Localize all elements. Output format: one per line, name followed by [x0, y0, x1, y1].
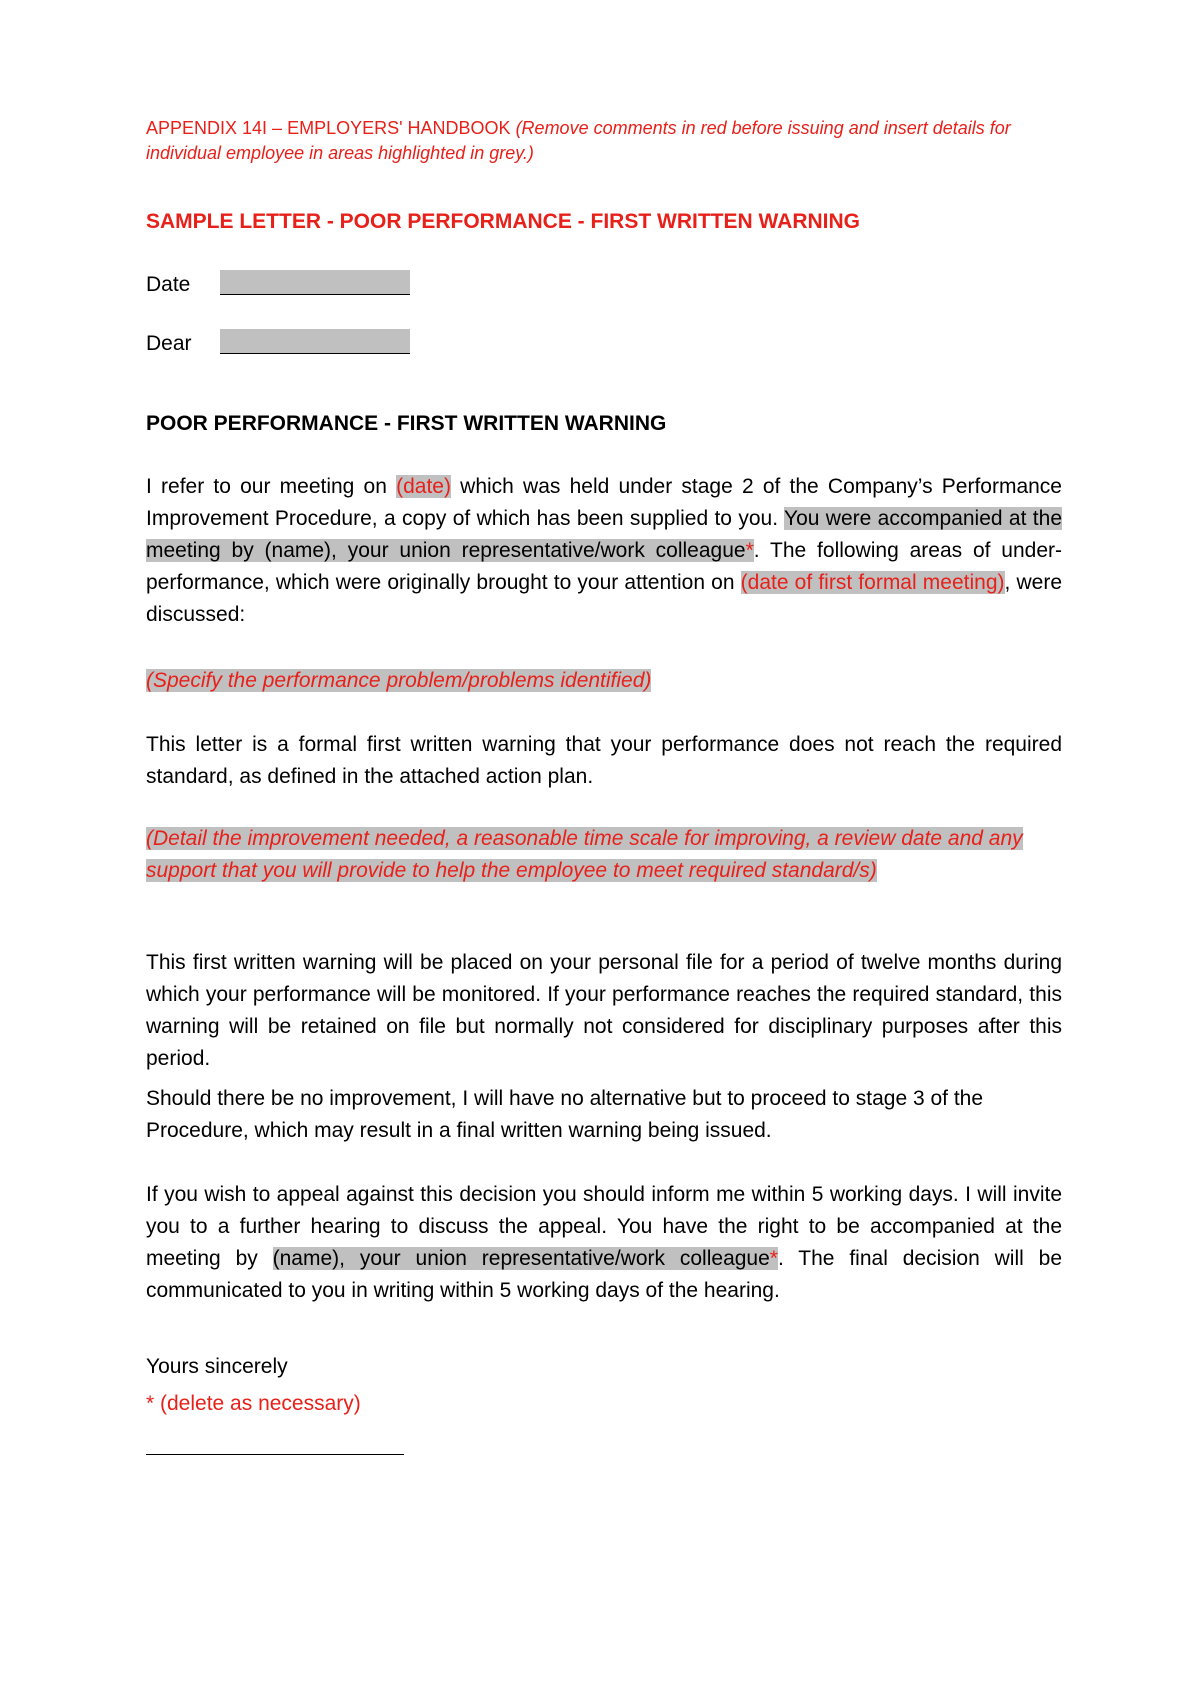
meeting-date-placeholder: (date)	[396, 475, 451, 498]
appendix-prefix: APPENDIX 14I – EMPLOYERS' HANDBOOK	[146, 118, 516, 138]
para1-text-4: , were discussed:	[146, 571, 1063, 626]
para5-text-2: . The final decision will be communicated to you in writing within 5 working days of the hearing.	[146, 1247, 1063, 1302]
paragraph-meeting	[146, 471, 1062, 631]
asterisk-mark-2: *	[769, 1247, 778, 1270]
paragraph-warning: This letter is a formal first written warning that your performance does not reach the required standard, as defined in the attached action plan.	[146, 733, 1062, 788]
appendix-note: (Remove comments in red before issuing and insert details for individual employee in areas highlighted in grey.)	[146, 118, 1011, 163]
specify-instruction	[146, 665, 1062, 697]
date-label: Date	[146, 273, 191, 296]
letter-heading: POOR PERFORMANCE - FIRST WRITTEN WARNING	[146, 412, 667, 435]
detail-instruction	[146, 823, 1026, 887]
para1-text-1: I refer to our meeting on	[146, 475, 397, 498]
asterisk-mark: *	[745, 539, 754, 562]
para1-text-2: which was held under stage 2 of the Company’s Performance Improvement Procedure, a copy of which has been supplied to you.	[146, 475, 1062, 530]
paragraph-appeal	[146, 1179, 1062, 1307]
dear-row	[146, 329, 410, 358]
first-meeting-date-placeholder: (date of first formal meeting)	[740, 571, 1005, 594]
dear-field[interactable]	[220, 329, 410, 354]
footnote: * (delete as necessary)	[146, 1392, 361, 1415]
date-row	[146, 270, 410, 299]
dear-label: Dear	[146, 332, 192, 355]
appeal-accompanied-highlight: (name), your union representative/work colleague	[272, 1247, 770, 1270]
accompanied-highlight: You were accompanied at the meeting by (name), your union representative/work colleague	[146, 507, 1062, 562]
letter-page	[146, 116, 1063, 1378]
para1-text-3: . The following areas of under-performance, which were originally brought to your attention on	[146, 539, 1062, 594]
paragraph-file: This first written warning will be placed on your personal file for a period of twelve months during which your performance will be monitored. If your performance reaches the required standard, this warning will be retained on file but normally not considered for disciplinary purposes after this period.	[146, 951, 1062, 1070]
closing-line: Yours sincerely	[146, 1355, 288, 1378]
specify-placeholder: (Specify the performance problem/problems identified)	[146, 669, 652, 692]
date-field[interactable]	[220, 270, 410, 295]
detail-placeholder: (Detail the improvement needed, a reasonable time scale for improving, a review date and any support that you will provide to help the employee to meet required standard/s)	[146, 827, 1023, 882]
paragraph-no-improvement: Should there be no improvement, I will have no alternative but to proceed to stage 3 of the Procedure, which may result in a final written warning being issued.	[146, 1087, 984, 1142]
appendix-header	[146, 116, 1062, 166]
document-title: SAMPLE LETTER - POOR PERFORMANCE - FIRST WRITTEN WARNING	[146, 210, 860, 233]
para5-text-1: If you wish to appeal against this decision you should inform me within 5 working days. I will invite you to a further hearing to discuss the appeal. You have the right to be accompanied at the meeting by	[146, 1183, 1062, 1270]
signature-line[interactable]	[146, 1454, 404, 1455]
